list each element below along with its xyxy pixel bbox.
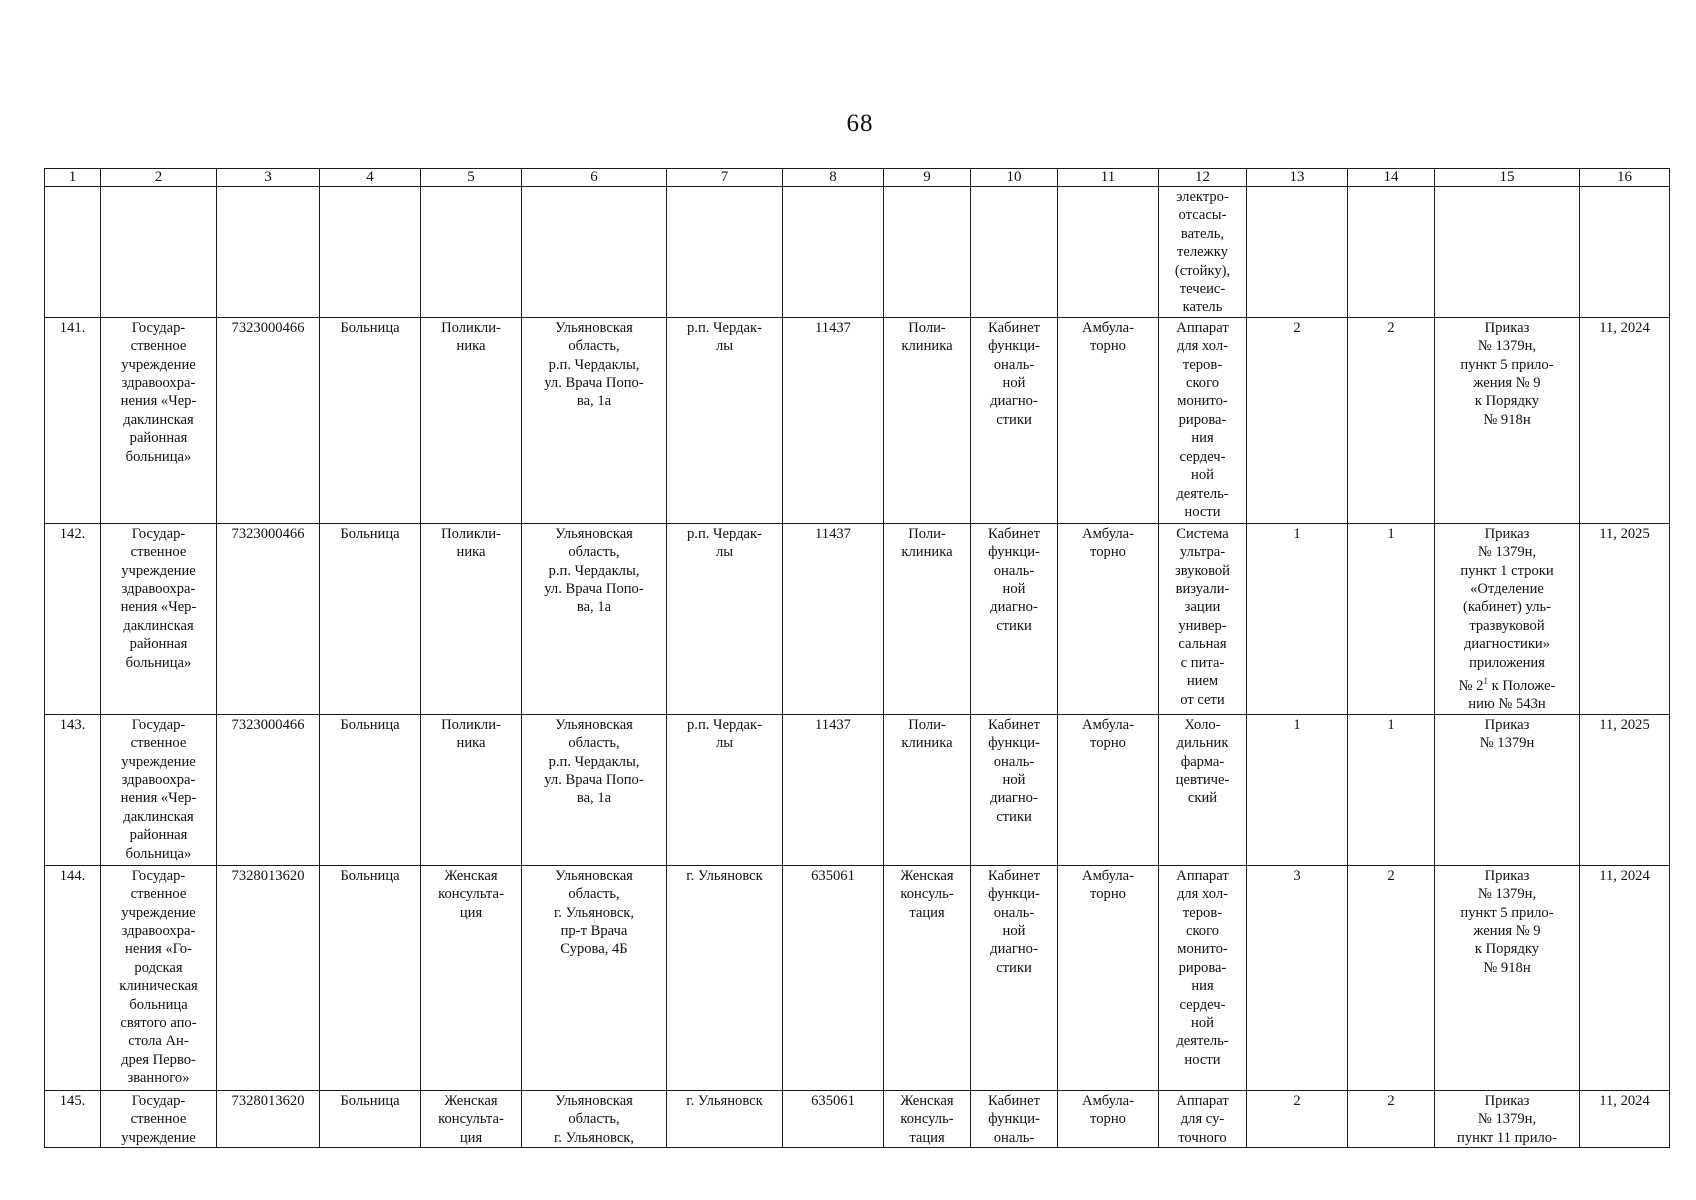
row-number: 144.: [45, 865, 101, 1090]
table-cell: [667, 187, 783, 318]
legal-basis-text: Приказ № 1379н, пункт 1 строки «Отделение (кабинет) уль- тразвуковой диагностики» приложения: [1460, 525, 1554, 671]
subdivision-cell: Женская консуль- тация: [884, 1090, 971, 1147]
table-cell: [101, 187, 217, 318]
quantity-cell: 2: [1348, 865, 1435, 1090]
code-cell: 11437: [783, 714, 884, 865]
table-cell: [421, 187, 522, 318]
subdivision-cell: Женская консуль- тация: [884, 865, 971, 1090]
column-header: 3: [217, 169, 320, 187]
quantity-cell: 2: [1247, 317, 1348, 523]
row-number: 145.: [45, 1090, 101, 1147]
row-number: 141.: [45, 317, 101, 523]
column-header: 2: [101, 169, 217, 187]
table-cell: [1247, 187, 1348, 318]
table-row: [45, 865, 1670, 1090]
equipment-cell: Холо- дильник фарма- цевтиче- ский: [1159, 714, 1247, 865]
locality-cell: р.п. Чердак- лы: [667, 714, 783, 865]
table-row: [45, 714, 1670, 865]
locality-cell: р.п. Чердак- лы: [667, 317, 783, 523]
locality-cell: р.п. Чердак- лы: [667, 523, 783, 714]
locality-cell: г. Ульяновск: [667, 865, 783, 1090]
code-cell: 635061: [783, 865, 884, 1090]
facility-type: Больница: [320, 865, 421, 1090]
unit-cell: Женская консульта- ция: [421, 865, 522, 1090]
column-header: 13: [1247, 169, 1348, 187]
table-row: [45, 1090, 1670, 1147]
column-header: 4: [320, 169, 421, 187]
organization-name: Госудаp- ственное учреждение здравоохра- нения «Го- родская клиническая больница святого апо- стола Ан- дрея Перво- званного»: [101, 865, 217, 1090]
subdivision-cell: Поли- клиника: [884, 523, 971, 714]
legal-basis-cell: Приказ № 1379н, пункт 11 прило-: [1435, 1090, 1580, 1147]
address-cell: Ульяновская область, г. Ульяновск,: [522, 1090, 667, 1147]
equipment-cell: Аппарат для хол- теров- ского монито- рирова- ния сердеч- ной деятель- ности: [1159, 865, 1247, 1090]
quantity-cell: 2: [1348, 317, 1435, 523]
facility-type: Больница: [320, 523, 421, 714]
address-cell: Ульяновская область, г. Ульяновск, пр-т Врача Сурова, 4Б: [522, 865, 667, 1090]
superscript-index: 1: [1483, 676, 1488, 687]
column-header: 14: [1348, 169, 1435, 187]
column-header: 9: [884, 169, 971, 187]
continuation-row: [45, 187, 1670, 318]
organization-name: Госудаp- ственное учреждение: [101, 1090, 217, 1147]
legal-basis-cell: Приказ № 1379н, пункт 5 прило- жения № 9 к Порядку № 918н: [1435, 865, 1580, 1090]
table-cell: [783, 187, 884, 318]
quantity-cell: 1: [1247, 714, 1348, 865]
row-number: 143.: [45, 714, 101, 865]
column-header: 7: [667, 169, 783, 187]
subdivision-cell: Поли- клиника: [884, 317, 971, 523]
code-cell: 11437: [783, 317, 884, 523]
table-cell: [45, 187, 101, 318]
inn-cell: 7323000466: [217, 523, 320, 714]
unit-cell: Женская консульта- ция: [421, 1090, 522, 1147]
column-header: 11: [1058, 169, 1159, 187]
care-mode-cell: Амбула- торно: [1058, 714, 1159, 865]
page-number: 68: [846, 110, 874, 137]
table-cell: [522, 187, 667, 318]
table-cell: [884, 187, 971, 318]
quantity-cell: 1: [1247, 523, 1348, 714]
inn-cell: 7323000466: [217, 714, 320, 865]
quantity-cell: 2: [1348, 1090, 1435, 1147]
deadline-cell: 11, 2024: [1580, 1090, 1670, 1147]
quantity-cell: 1: [1348, 714, 1435, 865]
equipment-cell: Аппарат для хол- теров- ского монито- рирова- ния сердеч- ной деятель- ности: [1159, 317, 1247, 523]
room-cell: Кабинет функци- ональ- ной диагно- стики: [971, 714, 1058, 865]
table-cell: [1580, 187, 1670, 318]
locality-cell: г. Ульяновск: [667, 1090, 783, 1147]
quantity-cell: 2: [1247, 1090, 1348, 1147]
organization-name: Госудаp- ственное учреждение здравоохра- нения «Чер- даклинская районная больница»: [101, 714, 217, 865]
column-header: 8: [783, 169, 884, 187]
unit-cell: Поликли- ника: [421, 317, 522, 523]
table-row: [45, 317, 1670, 523]
room-cell: Кабинет функци- ональ- ной диагно- стики: [971, 317, 1058, 523]
equipment-cell: Аппарат для су- точного: [1159, 1090, 1247, 1147]
column-header: 1: [45, 169, 101, 187]
legal-basis-cell: Приказ № 1379н: [1435, 714, 1580, 865]
code-cell: 635061: [783, 1090, 884, 1147]
inn-cell: 7323000466: [217, 317, 320, 523]
legal-basis-appendix: № 2: [1458, 677, 1484, 694]
quantity-cell: 1: [1348, 523, 1435, 714]
care-mode-cell: Амбула- торно: [1058, 865, 1159, 1090]
column-header: 6: [522, 169, 667, 187]
equipment-cell: электро- отсасы- ватель, тележку (стойку), течеис- катель: [1159, 187, 1247, 318]
column-header: 12: [1159, 169, 1247, 187]
legal-basis-cell: Приказ № 1379н, пункт 5 прило- жения № 9 к Порядку № 918н: [1435, 317, 1580, 523]
subdivision-cell: Поли- клиника: [884, 714, 971, 865]
code-cell: 11437: [783, 523, 884, 714]
row-number: 142.: [45, 523, 101, 714]
column-header: 10: [971, 169, 1058, 187]
facility-type: Больница: [320, 317, 421, 523]
table-cell: [971, 187, 1058, 318]
deadline-cell: 11, 2024: [1580, 865, 1670, 1090]
room-cell: Кабинет функци- ональ- ной диагно- стики: [971, 865, 1058, 1090]
deadline-cell: 11, 2025: [1580, 714, 1670, 865]
legal-basis-regulation: к Положе- нию № 543н: [1468, 677, 1556, 713]
care-mode-cell: Амбула- торно: [1058, 1090, 1159, 1147]
table-cell: [1058, 187, 1159, 318]
address-cell: Ульяновская область, р.п. Чердаклы, ул. Врача Попо- ва, 1а: [522, 523, 667, 714]
inn-cell: 7328013620: [217, 865, 320, 1090]
inn-cell: 7328013620: [217, 1090, 320, 1147]
table-cell: [320, 187, 421, 318]
unit-cell: Поликли- ника: [421, 714, 522, 865]
facility-type: Больница: [320, 714, 421, 865]
unit-cell: Поликли- ника: [421, 523, 522, 714]
column-header: 5: [421, 169, 522, 187]
care-mode-cell: Амбула- торно: [1058, 523, 1159, 714]
room-cell: Кабинет функци- ональ-: [971, 1090, 1058, 1147]
address-cell: Ульяновская область, р.п. Чердаклы, ул. Врача Попо- ва, 1а: [522, 714, 667, 865]
legal-basis-cell: [1435, 523, 1580, 714]
facility-type: Больница: [320, 1090, 421, 1147]
organization-name: Госудаp- ственное учреждение здравоохра- нения «Чер- даклинская районная больница»: [101, 317, 217, 523]
column-header: 15: [1435, 169, 1580, 187]
table-cell: [1435, 187, 1580, 318]
table-cell: [217, 187, 320, 318]
care-mode-cell: Амбула- торно: [1058, 317, 1159, 523]
organization-name: Госудаp- ственное учреждение здравоохра- нения «Чер- даклинская районная больница»: [101, 523, 217, 714]
equipment-cell: Система ультра- звуковой визуали- зации универ- сальная с пита- нием от сети: [1159, 523, 1247, 714]
room-cell: Кабинет функци- ональ- ной диагно- стики: [971, 523, 1058, 714]
table-cell: [1348, 187, 1435, 318]
quantity-cell: 3: [1247, 865, 1348, 1090]
address-cell: Ульяновская область, р.п. Чердаклы, ул. Врача Попо- ва, 1а: [522, 317, 667, 523]
table-row: [45, 523, 1670, 714]
column-number-row: [45, 169, 1670, 187]
column-header: 16: [1580, 169, 1670, 187]
deadline-cell: 11, 2025: [1580, 523, 1670, 714]
register-table: [44, 168, 1670, 1148]
deadline-cell: 11, 2024: [1580, 317, 1670, 523]
